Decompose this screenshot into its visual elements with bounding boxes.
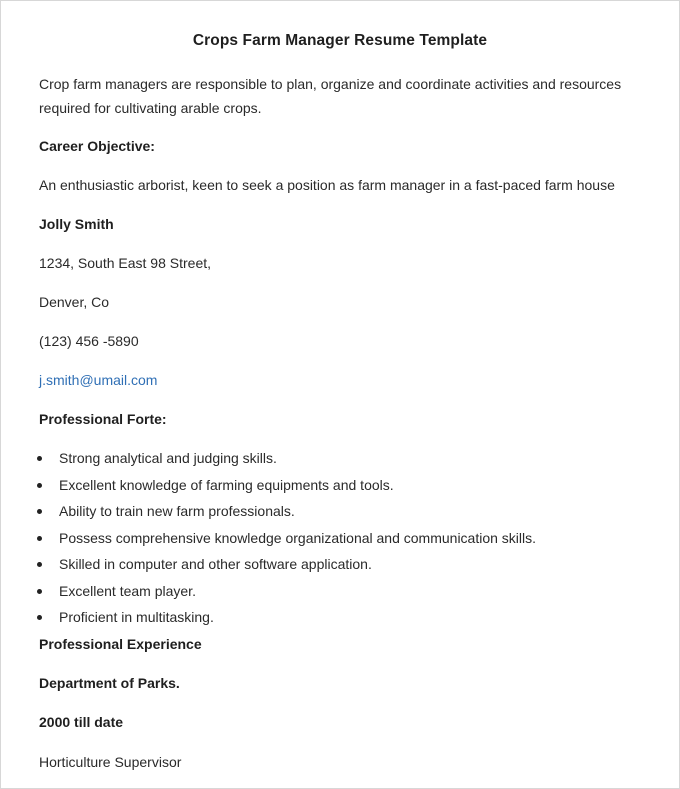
professional-forte-heading: Professional Forte: — [39, 411, 167, 427]
bullet-icon — [37, 456, 42, 461]
experience-organization: Department of Parks. — [39, 675, 180, 691]
list-item — [37, 475, 536, 502]
bullet-icon — [37, 509, 42, 514]
career-objective-text: An enthusiastic arborist, keen to seek a position as farm manager in a fast-paced farm house — [39, 177, 615, 193]
experience-role: Horticulture Supervisor — [39, 754, 182, 770]
list-item-text: Proficient in multitasking. — [59, 609, 214, 625]
list-item — [37, 554, 536, 581]
email-link[interactable]: j.smith@umail.com — [39, 372, 158, 388]
list-item-text: Strong analytical and judging skills. — [59, 450, 277, 466]
bullet-icon — [37, 589, 42, 594]
professional-forte-list — [37, 448, 536, 634]
bullet-icon — [37, 562, 42, 567]
list-item — [37, 501, 536, 528]
list-item — [37, 581, 536, 608]
candidate-name: Jolly Smith — [39, 216, 114, 232]
list-item — [37, 448, 536, 475]
bullet-icon — [37, 536, 42, 541]
list-item — [37, 528, 536, 555]
address-line-1: 1234, South East 98 Street, — [39, 255, 212, 271]
list-item — [37, 607, 536, 634]
resume-title: Crops Farm Manager Resume Template — [192, 32, 488, 49]
professional-experience-heading: Professional Experience — [39, 636, 202, 652]
bullet-icon — [37, 615, 42, 620]
list-item-text: Skilled in computer and other software application. — [59, 556, 372, 572]
phone-number: (123) 456 -5890 — [39, 333, 139, 349]
intro-paragraph: Crop farm managers are responsible to plan, organize and coordinate activities and resources required for cultivating arable crops. — [39, 76, 622, 116]
list-item-text: Possess comprehensive knowledge organizational and communication skills. — [59, 529, 537, 546]
career-objective-heading: Career Objective: — [39, 138, 155, 154]
list-item-text: Excellent team player. — [59, 582, 196, 599]
experience-period: 2000 till date — [39, 714, 124, 730]
list-item-text: Excellent knowledge of farming equipments and tools. — [59, 476, 394, 493]
bullet-icon — [37, 483, 42, 488]
address-line-2: Denver, Co — [39, 294, 110, 310]
list-item-text: Ability to train new farm professionals. — [59, 503, 295, 519]
